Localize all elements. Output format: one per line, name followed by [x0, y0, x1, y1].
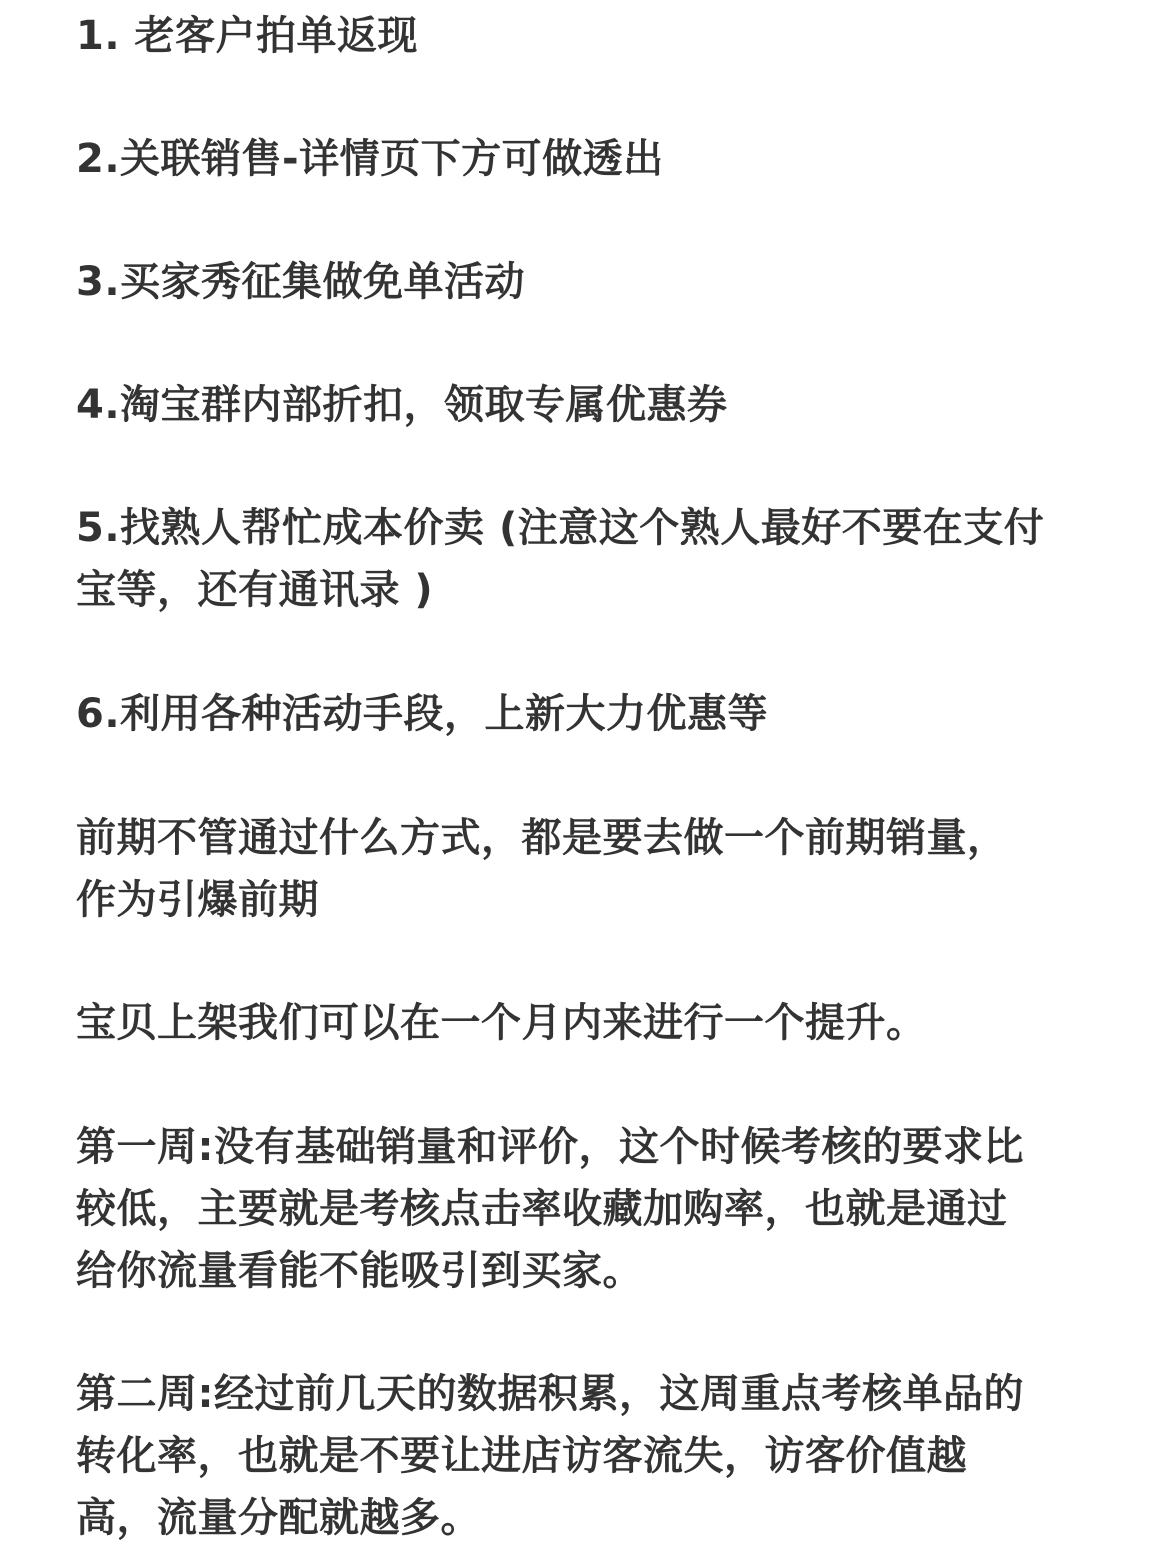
- text-line: 3.买家秀征集做免单活动: [76, 259, 526, 305]
- text-line: 5.找熟人帮忙成本价卖 (注意这个熟人最好不要在支付: [76, 505, 1045, 551]
- paragraph-early-sales: [76, 807, 1106, 931]
- text-line: 转化率，也就是不要让进店访客流失，访客价值越: [76, 1433, 967, 1479]
- text-line: 作为引爆前期: [76, 877, 319, 923]
- list-item-1: [76, 5, 1106, 67]
- text-line: 宝贝上架我们可以在一个月内来进行一个提升。: [76, 1000, 927, 1046]
- paragraph-listing-month: [76, 992, 1106, 1054]
- text-line: 宝等，还有通讯录 ): [76, 567, 434, 613]
- list-item-5: [76, 497, 1106, 621]
- text-line: 2.关联销售-详情页下方可做透出: [76, 136, 664, 182]
- text-line: 高，流量分配就越多。: [76, 1495, 481, 1541]
- text-line: 6.利用各种活动手段，上新大力优惠等: [76, 691, 769, 737]
- list-item-4: [76, 374, 1106, 436]
- text-line: 第二周:经过前几天的数据积累，这周重点考核单品的: [76, 1371, 1024, 1417]
- text-line: 第一周:没有基础销量和评价，这个时候考核的要求比: [76, 1124, 1024, 1170]
- paragraph-week-one: [76, 1116, 1106, 1302]
- text-line: 1. 老客户拍单返现: [76, 13, 418, 59]
- list-item-2: [76, 128, 1106, 190]
- text-line: 给你流量看能不能吸引到买家。: [76, 1248, 643, 1294]
- text-line: 4.淘宝群内部折扣，领取专属优惠券: [76, 382, 728, 428]
- text-line: 较低，主要就是考核点击率收藏加购率，也就是通过: [76, 1186, 1008, 1232]
- list-item-6: [76, 683, 1106, 745]
- text-line: 前期不管通过什么方式，都是要去做一个前期销量，: [76, 815, 1008, 861]
- list-item-3: [76, 251, 1106, 313]
- paragraph-week-two: [76, 1363, 1106, 1549]
